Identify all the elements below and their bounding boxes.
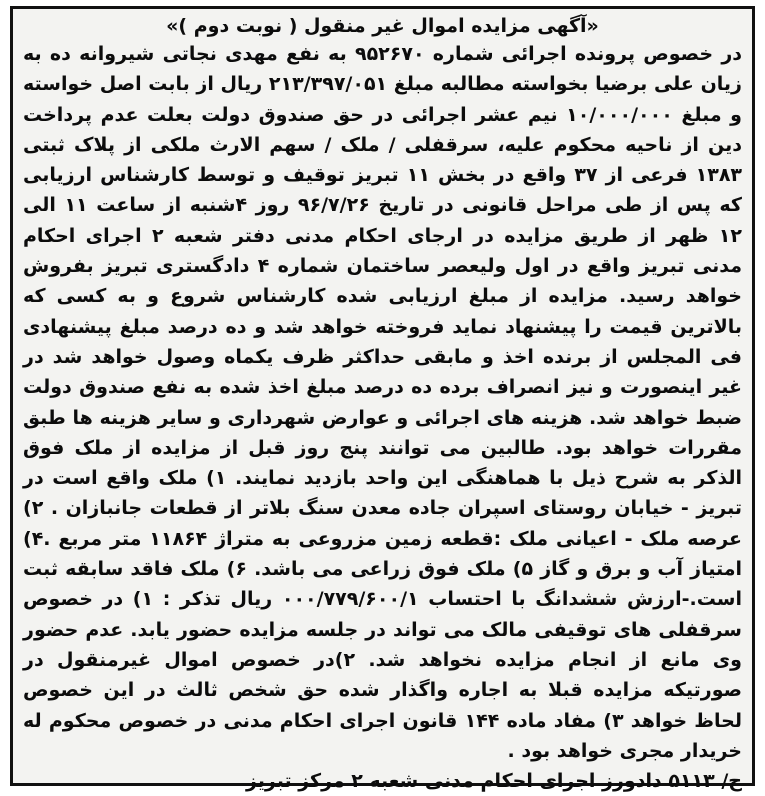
notice-signature: ح/ ۵۱۱۳ دادورز اجرای احکام مدنی شعبه ۲ مرکز تبریز bbox=[245, 770, 742, 793]
notice-title: «آگهی مزایده اموال غیر منقول ( نوبت دوم )» bbox=[166, 15, 599, 37]
newspaper-clipping bbox=[10, 6, 755, 793]
notice-body: در خصوص پرونده اجرائی شماره ۹۵۲۶۷۰ به نفع مهدی نجاتی شیروانه ده به زیان علی برضیا بخواسته مطالبه مبلغ ۲۱۳/۳۹۷/۰۵۱ ریال از بابت اصل خواسته و مبلغ ۱۰/۰۰۰/۰۰۰ نیم عشر اجرائی در حق صندوق دولت بعلت عدم پرداخت دین از ناحیه محکوم علیه، سرقفلی / ملک / سهم الارث ملکی از پلاک ثبتی ۱۳۸۳ فرعی از ۳۷ واقع در بخش ۱۱ تبریز توقیف و توسط کارشناس ارزیابی که پس از طی مراحل قانونی در تاریخ ۹۶/۷/۲۶ روز ۴شنبه از ساعت ۱۱ الی ۱۲ ظهر از طریق مزایده در ارجای احکام مدنی دفتر شعبه ۲ اجرای احکام مدنی تبریز واقع در اول ولیعصر ساختمان شماره ۴ دادگستری تبریز بفروش خواهد رسید. مزایده از مبلغ ارزیابی شده کارشناس شروع و به کسی که بالاترین قیمت را پیشنهاد نماید فروخته خواهد شد و ده درصد مبلغ پیشنهادی فی المجلس از برنده اخذ و مابقی حداکثر ظرف یکماه وصول خواهد شد در غیر اینصورت و نیز انصراف برده ده درصد مبلغ اخذ شده به نفع صندوق دولت ضبط خواهد شد. هزینه های اجرائی و عوارض شهرداری و سایر هزینه ها طبق مقررات خواهد بود. طالبین می توانند پنج روز قبل از مزایده از ملک فوق الذکر به شرح ذیل با هماهنگی این واحد بازدید نمایند. ۱) ملک واقع است در تبریز - خیابان روستای اسپران جاده معدن سنگ بلاتر از قطعات جانبازان . ۲) عرصه ملک - اعیانی ملک :قطعه زمین مزروعی به متراژ ۱۱۸۶۴ متر مربع .۴) امتیاز آب و برق و گاز ۵) ملک فوق زراعی می باشد. ۶) ملک فاقد سابقه ثبت است.-ارزش ششدانگ با احتساب ۰۰۰/۷۷۹/۶۰۰/۱ ریال تذکر : ۱) در خصوص سرقفلی های توقیفی مالک می تواند در جلسه مزایده حضور یابد. عدم حضور وی مانع از انجام مزایده نخواهد شد. ۲)در خصوص اموال غیرمنقول در صورتیکه مزایده قبلا به اجاره واگذار شده حق شخص ثالث در این خصوص لحاظ خواهد ۳) مفاد ماده ۱۴۴ قانون اجرای احکام مدنی در خصوص محکوم له خریدار مجری خواهد بود . bbox=[23, 43, 743, 762]
